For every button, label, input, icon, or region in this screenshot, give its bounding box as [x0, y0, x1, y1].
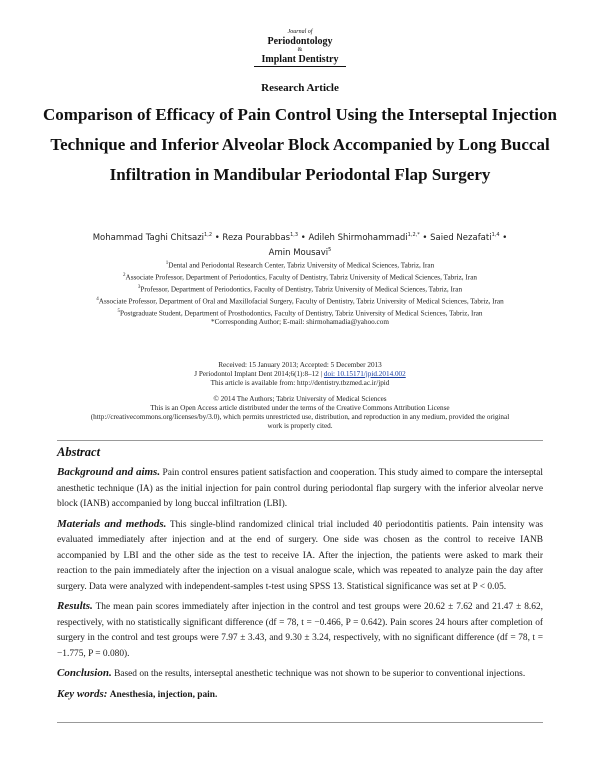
background-heading: Background and aims. — [57, 466, 161, 478]
author-list — [60, 229, 540, 259]
methods-heading: Materials and methods. — [57, 517, 167, 530]
results-heading: Results. — [57, 600, 93, 612]
availability-line: This article is available from: http://dentistry.tbzmed.ac.ir/jpid — [210, 379, 390, 387]
abstract-bottom-divider — [57, 722, 543, 723]
author-name: Adileh Shirmohammadi — [308, 232, 408, 243]
author-separator: • — [300, 232, 306, 243]
author-separator: • — [214, 232, 220, 243]
abstract-heading: Abstract — [57, 445, 101, 459]
journal-name-line1: Periodontology — [267, 36, 333, 47]
keywords-text: Anesthesia, injection, pain. — [109, 689, 218, 700]
article-title: Comparison of Efficacy of Pain Control Using the Interseptal Injection Technique and Inferior Alveolar Block Accompanied by Long Buccal Infiltration in Mandibular Periodontal Flap Surgery — [43, 105, 557, 184]
abstract-conclusion — [57, 666, 543, 683]
affiliation-item: $^2$Associate Professor, Department of Periodontics, Faculty of Dentistry, Tabriz University of Medical Sciences, Tabriz, Iran — [123, 272, 477, 282]
conclusion-text: Based on the results, interseptal anesthetic technique was not shown to be superior to conventional injections. — [114, 669, 526, 679]
license-line: (http://creativecommons.org/licenses/by/3.0), which permits unrestricted use, distribution, and reproduction in any medium, provided the original — [90, 413, 510, 421]
doi-link[interactable]: doi: 10.15171/jpid.2014.002 — [323, 370, 406, 378]
author-name: Reza Pourabbas — [222, 232, 291, 243]
license-line: work is properly cited. — [267, 422, 333, 430]
results-text: The mean pain scores immediately after injection in the control and test groups were 20.62 ± 7.62 and 21.47 ± 8.62, respectively, with no statistically significant difference (df = 78, t = −0.466, P = 0.642). Pain scores 24 hours after completion of surgery in the control and test groups were 7.97 ± 3.43, and 9.30 ± 3.24, respectively, with no significant difference (df = 78, t = −1.775, P = 0.080). — [57, 602, 543, 659]
affiliation-item: $^4$Associate Professor, Department of Oral and Maxillofacial Surgery, Faculty of Dentistry, Tabriz University of Medical Sciences, Tabriz, Iran — [96, 296, 504, 306]
author-affil-mark: 1,3 — [290, 232, 299, 238]
affiliation-item: $^3$Professor, Department of Periodontics, Faculty of Dentistry, Tabriz University of Medical Sciences, Tabriz, Iran — [137, 284, 463, 294]
article-dates — [60, 361, 540, 388]
abstract-keywords — [57, 687, 543, 704]
citation-line: J Periodontol Implant Dent 2014;6(1):8–12 | doi: 10.15171/jpid.2014.002 — [194, 370, 406, 378]
copyright-line: © 2014 The Authors; Tabriz University of Medical Sciences — [213, 395, 387, 403]
abstract-results — [57, 599, 543, 662]
keywords-heading: Key words: — [57, 687, 108, 700]
background-text: Pain control ensures patient satisfaction and cooperation. This study aimed to compare the interseptal anesthetic technique (IA) as the initial injection for pain control during periodontal flap surgery with the inferior alveolar nerve block (IANB) accompanied by long buccal infiltration (LBI). — [57, 468, 543, 509]
affiliation-list — [50, 259, 550, 328]
abstract-background — [57, 465, 543, 513]
journal-amp: & — [297, 47, 303, 53]
conclusion-heading: Conclusion. — [57, 667, 112, 679]
author-separator: • — [422, 232, 428, 243]
affiliation-item: $^1$Dental and Periodontal Research Center, Tabriz University of Medical Sciences, Tabriz, Iran — [165, 261, 435, 270]
author-affil-mark: 1,4 — [491, 232, 500, 238]
affiliation-item: $^5$Postgraduate Student, Department of Prosthodontics, Faculty of Dentistry, Tabriz University of Medical Sciences, Tabriz, Iran — [117, 308, 483, 317]
license-line: This is an Open Access article distributed under the terms of the Creative Commons Attribution License — [150, 404, 450, 412]
journal-logo — [0, 28, 600, 67]
author-affil-mark: 1,2,* — [407, 232, 420, 238]
corresponding-author: *Corresponding Author; E-mail: shirmohamadia@yahoo.com — [211, 318, 389, 327]
received-accepted-dates: Received: 15 January 2013; Accepted: 5 December 2013 — [218, 361, 382, 369]
journal-logo-rule — [254, 66, 346, 67]
author-name: Mohammad Taghi Chitsazi — [92, 232, 205, 243]
journal-name-line2: Implant Dentistry — [261, 54, 339, 65]
abstract-methods — [57, 517, 543, 596]
author-name: Saied Nezafati — [430, 232, 492, 243]
abstract-section — [57, 445, 543, 707]
license-block — [20, 395, 580, 431]
methods-text: This single-blind randomized clinical trial included 40 periodontitis patients. Pain intensity was evaluated immediately after injection and at the end of surgery. One side was chosen as the control to receive IANB accompanied by LBI and the other side as the test to receive IA. After the injection, the patients were asked to mark their reaction to the pain immediately after the injection on a visual analogue scale, which was repeated to analyze pain the day after surgery. Data were analyzed with independent-samples t-test using SPSS 13. Statistical significance was set at P < 0.05. — [57, 519, 543, 592]
citation: J Periodontol Implant Dent 2014;6(1):8–12 — [194, 370, 319, 378]
abstract-top-divider — [57, 440, 543, 441]
author-affil-mark: 1,2 — [204, 232, 212, 238]
author-affil-mark: 5 — [328, 246, 332, 253]
author-separator: • — [502, 232, 508, 243]
author-name: Amin Mousavi — [268, 247, 329, 258]
article-type: Research Article — [261, 82, 339, 94]
journal-small-label: Journal of — [287, 29, 313, 35]
